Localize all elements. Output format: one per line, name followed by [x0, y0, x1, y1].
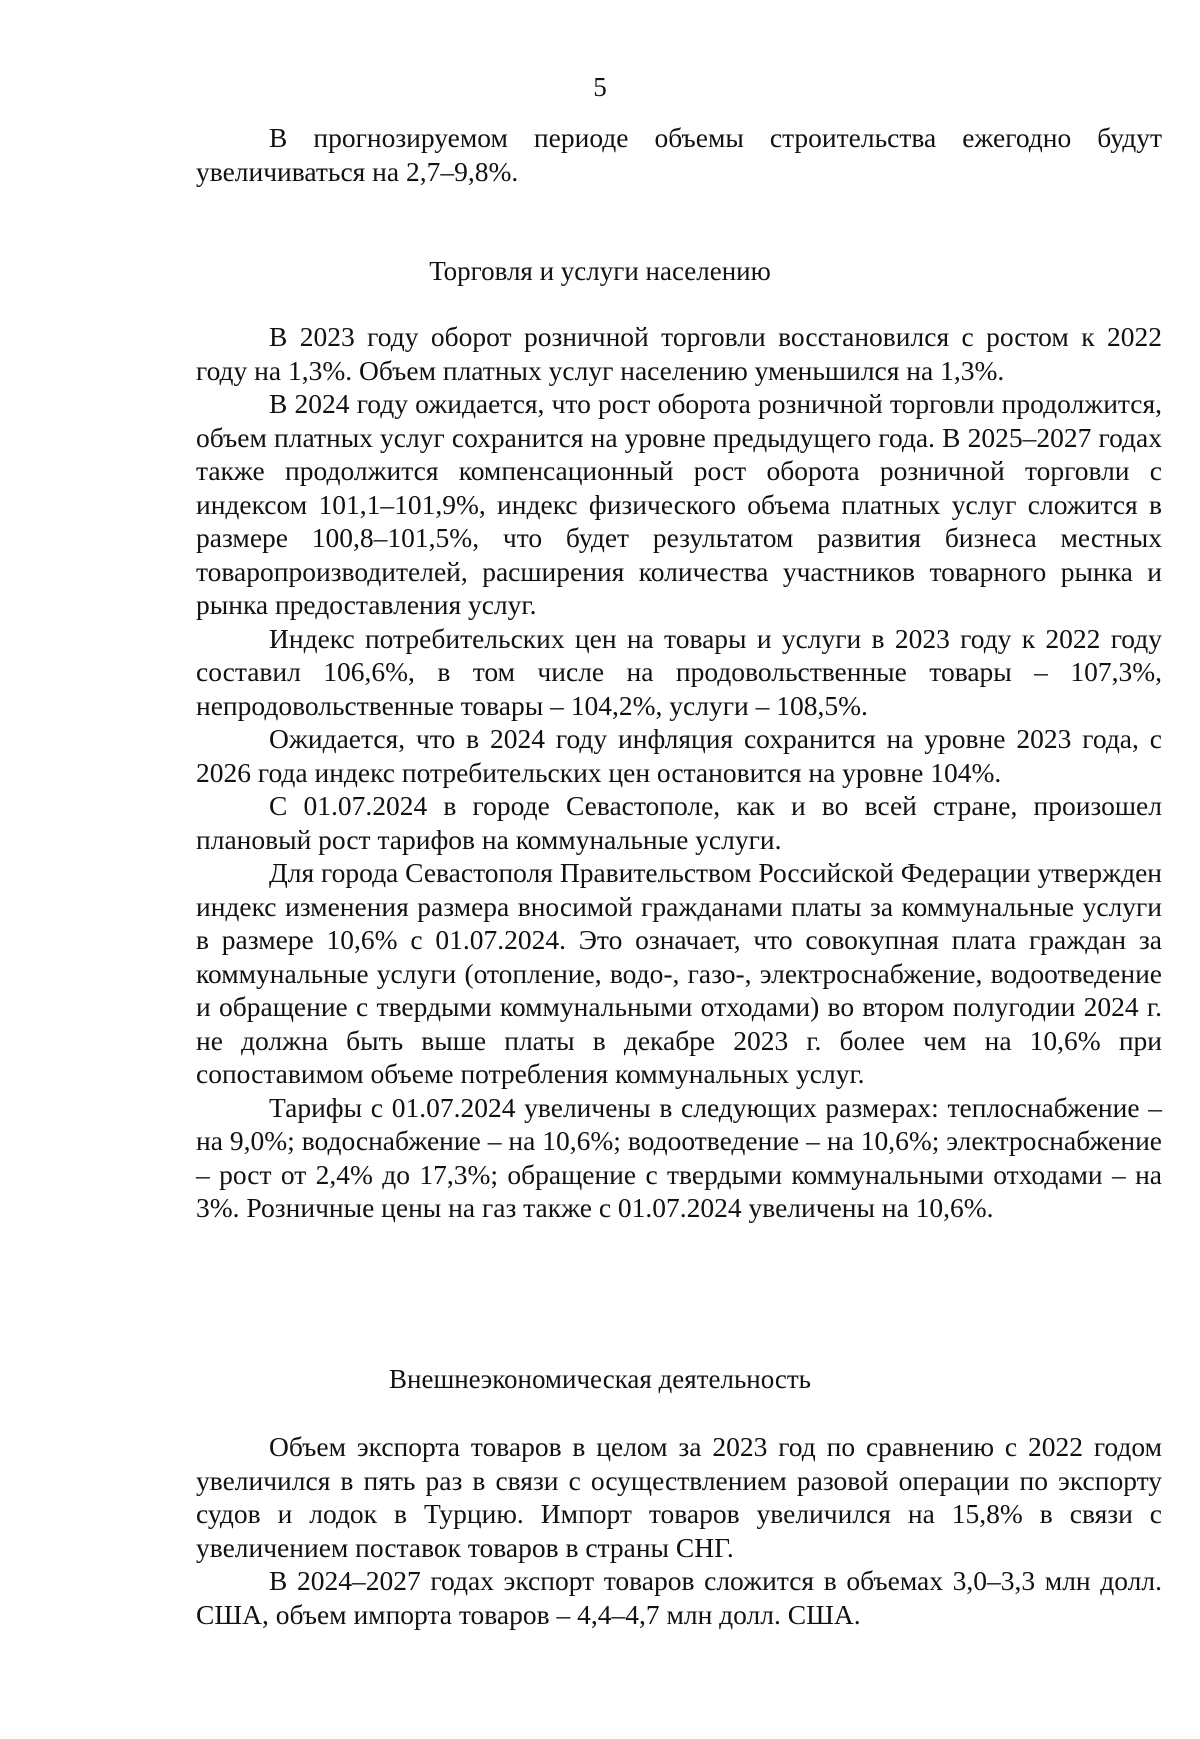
paragraph: Объем экспорта товаров в целом за 2023 год по сравнению с 2022 годом увеличился в пять раз в связи с осуществлением разовой операции по экспорту судов и лодок в Турцию. Импорт товаров увеличился на 15,8% в связи с увеличением поставок товаров в страны СНГ.	[196, 1431, 1162, 1563]
paragraph: Для города Севастополя Правительством Российской Федерации утвержден индекс изменения размера вносимой гражданами платы за коммунальные услуги в размере 10,6% с 01.07.2024. Это означает, что совокупная плата граждан за коммунальные услуги (отопление, водо-, газо-, электроснабжение, водоотведение и обращение с твердыми коммунальными отходами) во втором полугодии 2024 г. не должна быть выше платы в декабре 2023 г. более чем на 10,6% при сопоставимом объеме потребления коммунальных услуг.	[196, 857, 1162, 1089]
paragraph: Тарифы с 01.07.2024 увеличены в следующих размерах: теплоснабжение – на 9,0%; водоснабжение – на 10,6%; водоотведение – на 10,6%; электроснабжение – рост от 2,4% до 17,3%; обращение с твердыми коммунальными отходами – на 3%. Розничные цены на газ также с 01.07.2024 увеличены на 10,6%.	[196, 1091, 1162, 1223]
foreign-trade-section	[196, 1430, 1162, 1631]
construction-section	[196, 121, 1162, 188]
paragraph: В 2023 году оборот розничной торговли восстановился с ростом к 2022 году на 1,3%. Объем платных услуг населению уменьшился на 1,3%.	[196, 321, 1162, 386]
paragraph: В 2024 году ожидается, что рост оборота розничной торговли продолжится, объем платных услуг сохранится на уровне предыдущего года. В 2025–2027 годах также продолжится компенсационный рост оборота розничной торговли с индексом 101,1–101,9%, индекс физического объема платных услуг сложится в размере 100,8–101,5%, что будет результатом развития бизнеса местных товаропроизводителей, расширения количества участников товарного рынка и рынка предоставления услуг.	[196, 388, 1162, 620]
paragraph: С 01.07.2024 в городе Севастополе, как и во всей стране, произошел плановый рост тарифов на коммунальные услуги.	[196, 790, 1162, 855]
section-heading-foreign-trade: Внешнеэкономическая деятельность	[389, 1364, 811, 1394]
section-heading-trade: Торговля и услуги населению	[429, 256, 771, 286]
paragraph: В прогнозируемом периоде объемы строительства ежегодно будут увеличиваться на 2,7–9,8%.	[196, 122, 1162, 187]
trade-section	[196, 320, 1162, 1225]
page-number: 5	[593, 72, 607, 102]
paragraph: В 2024–2027 годах экспорт товаров сложится в объемах 3,0–3,3 млн долл. США, объем импорта товаров – 4,4–4,7 млн долл. США.	[196, 1565, 1162, 1630]
paragraph: Ожидается, что в 2024 году инфляция сохранится на уровне 2023 года, с 2026 года индекс потребительских цен остановится на уровне 104%.	[196, 723, 1162, 788]
paragraph: Индекс потребительских цен на товары и услуги в 2023 году к 2022 году составил 106,6%, в том числе на продовольственные товары – 107,3%, непродовольственные товары – 104,2%, услуги – 108,5%.	[196, 622, 1162, 721]
